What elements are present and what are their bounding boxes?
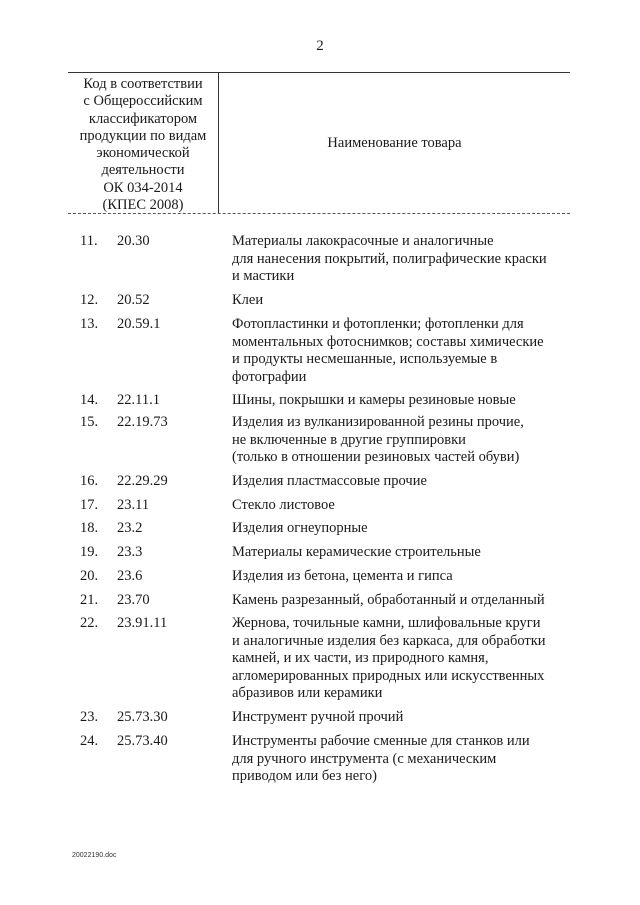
row-product-name: Камень разрезанный, обработанный и отделанный xyxy=(232,592,545,608)
row-code: 22.11.1 xyxy=(117,392,160,408)
row-code: 20.30 xyxy=(117,233,150,249)
row-product-name: Материалы керамические строительные xyxy=(232,544,481,560)
row-product-name: Изделия огнеупорные xyxy=(232,520,368,536)
row-number: 23. xyxy=(80,709,99,725)
row-product-name: Изделия из бетона, цемента и гипса xyxy=(232,568,453,584)
row-code: 25.73.30 xyxy=(117,709,168,725)
row-number: 12. xyxy=(80,292,99,308)
row-number: 22. xyxy=(80,615,99,631)
row-number: 21. xyxy=(80,592,99,608)
row-code: 22.29.29 xyxy=(117,473,168,489)
row-number: 13. xyxy=(80,316,99,332)
row-number: 18. xyxy=(80,520,99,536)
row-code: 23.70 xyxy=(117,592,150,608)
row-number: 20. xyxy=(80,568,99,584)
row-product-name: Шины, покрышки и камеры резиновые новые xyxy=(232,392,516,408)
row-code: 23.91.11 xyxy=(117,615,168,631)
row-code: 20.59.1 xyxy=(117,316,161,332)
row-number: 17. xyxy=(80,497,99,513)
row-product-name: Инструменты рабочие сменные для станков или для ручного инструмента (с механическим приводом или без него) xyxy=(232,733,530,784)
row-code: 22.19.73 xyxy=(117,414,168,430)
row-product-name: Изделия из вулканизированной резины прочие, не включенные в другие группировки (только в отношении резиновых частей обуви) xyxy=(232,414,524,465)
row-code: 25.73.40 xyxy=(117,733,168,749)
row-product-name: Стекло листовое xyxy=(232,497,335,513)
table-header xyxy=(68,72,570,214)
header-bottom-rule xyxy=(68,213,570,214)
row-code: 23.3 xyxy=(117,544,143,560)
row-number: 11. xyxy=(80,233,98,249)
row-number: 14. xyxy=(80,392,99,408)
row-number: 16. xyxy=(80,473,99,489)
row-code: 23.2 xyxy=(117,520,143,536)
row-code: 23.11 xyxy=(117,497,150,513)
header-name-column: Наименование товара xyxy=(327,134,462,151)
row-number: 19. xyxy=(80,544,99,560)
row-code: 23.6 xyxy=(117,568,143,584)
page-number: 2 xyxy=(316,38,324,54)
footer-filename: 20022190.doc xyxy=(72,852,117,859)
row-product-name: Изделия пластмассовые прочие xyxy=(232,473,427,489)
row-product-name: Инструмент ручной прочий xyxy=(232,709,404,725)
row-product-name: Материалы лакокрасочные и аналогичные для нанесения покрытий, полиграфические краски и мастики xyxy=(232,233,547,284)
row-product-name: Жернова, точильные камни, шлифовальные круги и аналогичные изделия без каркаса, для обработки камней, и их части, из природного камня, агломерированных природных или искусственных абразивов или керамики xyxy=(232,615,546,701)
header-code-column: Код в соответствии с Общероссийским классификатором продукции по видам экономической деятельности ОК 034-2014 (КПЕС 2008) xyxy=(79,76,207,214)
row-number: 24. xyxy=(80,733,99,749)
row-number: 15. xyxy=(80,414,99,430)
row-product-name: Фотопластинки и фотопленки; фотопленки для моментальных фотоснимков; составы химические и продукты несмешанные, используемые в фотографии xyxy=(232,316,544,385)
row-product-name: Клеи xyxy=(232,292,264,308)
row-code: 20.52 xyxy=(117,292,150,308)
